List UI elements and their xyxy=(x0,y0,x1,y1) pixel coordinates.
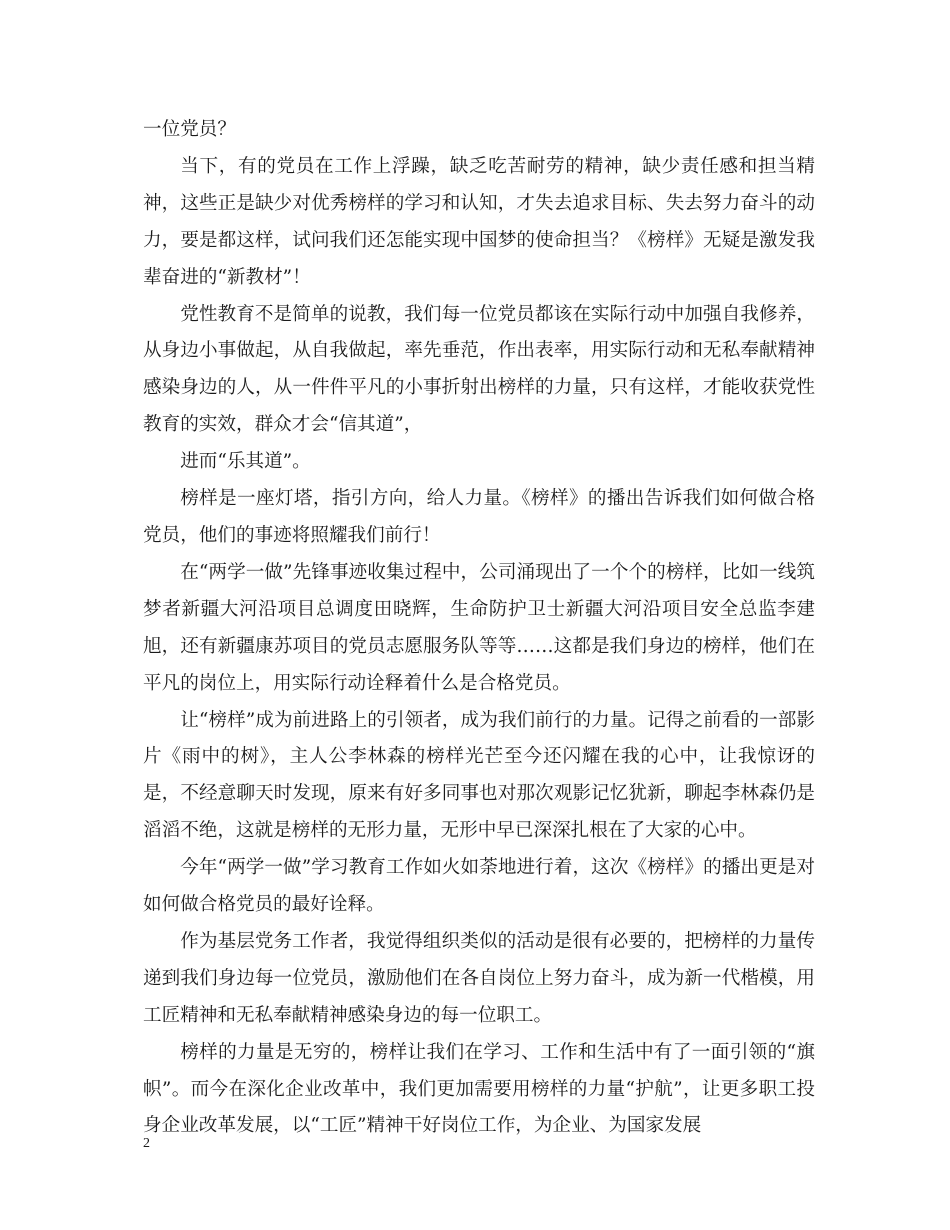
paragraph: 作为基层党务工作者，我觉得组织类似的活动是很有必要的，把榜样的力量传递到我们身边每一位党员，激励他们在各自岗位上努力奋斗，成为新一代楷模，用工匠精神和无私奉献精神感染身边的每一位职工。 xyxy=(143,930,815,1026)
body-text xyxy=(143,112,815,1145)
paragraph: 进而“乐其道”。 xyxy=(180,451,311,473)
page-number: 2 xyxy=(143,1136,150,1151)
paragraph: 当下，有的党员在工作上浮躁，缺乏吃苦耐劳的精神，缺少责任感和担当精神，这些正是缺少对优秀榜样的学习和认知，才失去追求目标、失去努力奋斗的动力，要是都这样，试问我们还怎能实现中国梦的使命担当？《榜样》无疑是激发我辈奋进的“新教材”！ xyxy=(143,155,815,288)
paragraph: 榜样是一座灯塔，指引方向，给人力量。《榜样》的播出告诉我们如何做合格党员，他们的事迹将照耀我们前行！ xyxy=(143,488,815,546)
paragraph: 一位党员？ xyxy=(143,119,236,140)
paragraph: 让“榜样”成为前进路上的引领者，成为我们前行的力量。记得之前看的一部影片《雨中的树》，主人公李林森的榜样光芒至今还闪耀在我的心中，让我惊讶的是，不经意聊天时发现，原来有好多同事也对那次观影记忆犹新，聊起李林森仍是滔滔不绝，这就是榜样的无形力量，无形中早已深深扎根在了大家的心中。 xyxy=(143,709,815,842)
paragraph: 在“两学一做”先锋事迹收集过程中，公司涌现出了一个个的榜样，比如一线筑梦者新疆大河沿项目总调度田晓辉，生命防护卫士新疆大河沿项目安全总监李建旭，还有新疆康苏项目的党员志愿服务队等等……这都是我们身边的榜样，他们在平凡的岗位上，用实际行动诠释着什么是合格党员。 xyxy=(143,561,815,694)
paragraph: 今年“两学一做”学习教育工作如火如荼地进行着，这次《榜样》的播出更是对如何做合格党员的最好诠释。 xyxy=(143,857,815,916)
paragraph: 榜样的力量是无穷的，榜样让我们在学习、工作和生活中有了一面引领的“旗帜”。而今在深化企业改革中，我们更加需要用榜样的力量“护航”，让更多职工投身企业改革发展，以“工匠”精神干好岗位工作，为企业、为国家发展 xyxy=(143,1041,815,1137)
paragraph: 党性教育不是简单的说教，我们每一位党员都该在实际行动中加强自我修养，从身边小事做起，从自我做起，率先垂范，作出表率，用实际行动和无私奉献精神感染身边的人，从一件件平凡的小事折射出榜样的力量，只有这样，才能收获党性教育的实效，群众才会“信其道”， xyxy=(143,303,815,436)
